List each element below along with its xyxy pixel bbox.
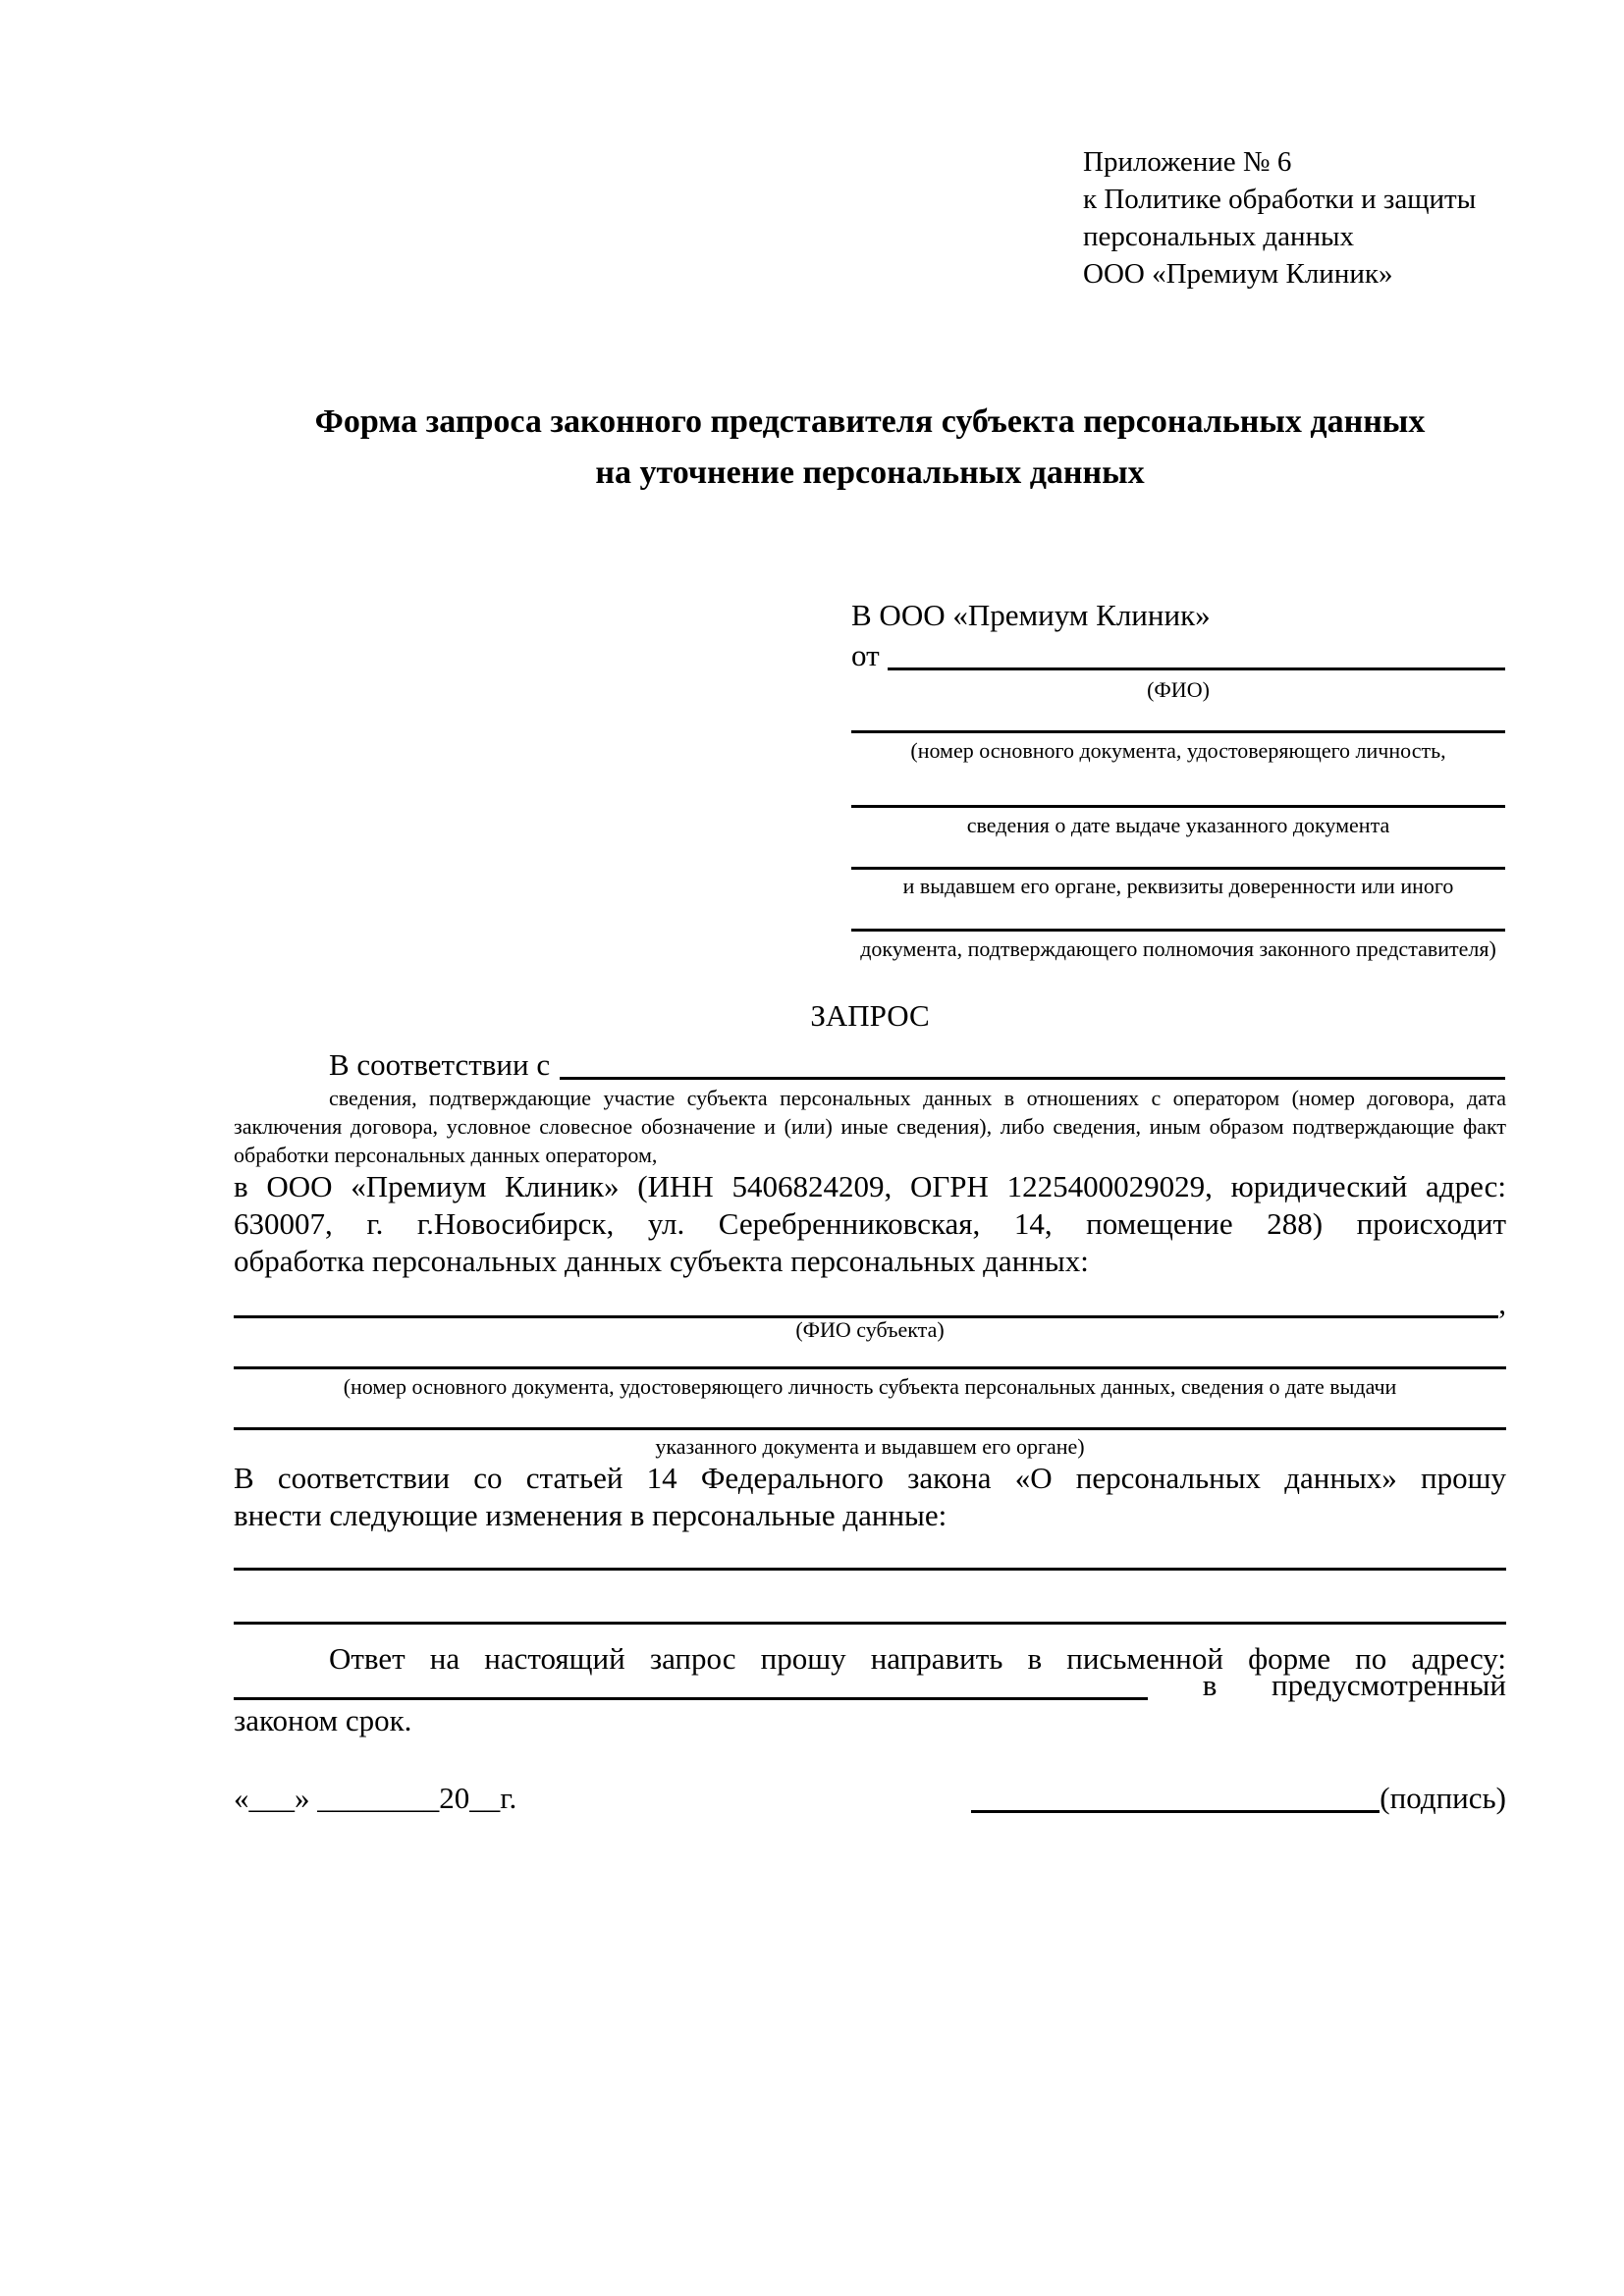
blank-field-line bbox=[851, 929, 1505, 932]
blank-field-line bbox=[234, 1622, 1506, 1625]
signature-blank-line bbox=[971, 1779, 1380, 1813]
appendix-note-line: персональных данных bbox=[1083, 221, 1355, 252]
appendix-note bbox=[1083, 143, 1554, 293]
basis-caption-line: обработки персональных данных оператором, bbox=[234, 1143, 658, 1167]
doc-caption-2: сведения о дате выдаче указанного документа bbox=[966, 813, 1390, 837]
page-title bbox=[234, 397, 1506, 499]
appendix-note-line: Приложение № 6 bbox=[1083, 146, 1292, 178]
date-blank: «___» ________20__г. bbox=[234, 1781, 517, 1815]
law-paragraph bbox=[234, 1460, 1506, 1534]
request-heading: ЗАПРОС bbox=[810, 998, 930, 1033]
doc-caption-3: и выдавшем его органе, реквизиты доверенности или иного bbox=[902, 874, 1454, 898]
blank-field-line bbox=[234, 1666, 1148, 1700]
blank-field-line bbox=[234, 1284, 1498, 1318]
blank-field-line bbox=[234, 1366, 1506, 1369]
operator-paragraph bbox=[234, 1168, 1506, 1280]
basis-caption-line: сведения, подтверждающие участие субъекта персональных данных в отношениях с оператором (номер договора, дата bbox=[329, 1086, 1506, 1110]
addressee-from-row bbox=[851, 636, 1505, 675]
addressee-to: В ООО «Премиум Клиник» bbox=[851, 598, 1211, 632]
doc-caption-1: (номер основного документа, удостоверяющего личность, bbox=[910, 738, 1446, 763]
basis-row bbox=[329, 1045, 1505, 1085]
page-title-line2: на уточнение персональных данных bbox=[595, 454, 1145, 491]
answer-word-predusmotrennyj: предусмотренный bbox=[1272, 1668, 1506, 1702]
basis-caption bbox=[234, 1084, 1506, 1169]
answer-word-v: в bbox=[1202, 1668, 1218, 1702]
answer-address-row bbox=[234, 1666, 1506, 1705]
blank-field-line bbox=[234, 1427, 1506, 1430]
basis-caption-line: заключения договора, условное словесное обозначение и (или) иные сведения), либо сведения, иным образом подтверждающие факт bbox=[234, 1114, 1506, 1139]
answer-tail: законом срок. bbox=[234, 1703, 412, 1737]
operator-paragraph-line: 630007, г. г.Новосибирск, ул. Серебренниковская, 14, помещение 288) происходит bbox=[234, 1206, 1506, 1241]
blank-field-line bbox=[560, 1045, 1505, 1080]
operator-paragraph-line: обработка персональных данных субъекта персональных данных: bbox=[234, 1244, 1089, 1278]
from-label: от bbox=[851, 638, 880, 672]
appendix-note-line: ООО «Премиум Клиник» bbox=[1083, 258, 1393, 290]
blank-field-line bbox=[888, 636, 1505, 670]
basis-prefix: В соответствии с bbox=[329, 1047, 551, 1082]
blank-field-line bbox=[234, 1568, 1506, 1571]
page-title-line1: Форма запроса законного представителя субъекта персональных данных bbox=[314, 403, 1426, 440]
law-paragraph-line: В соответствии со статьей 14 Федерального закона «О персональных данных» прошу bbox=[234, 1461, 1506, 1495]
signature-caption: (подпись) bbox=[1380, 1781, 1506, 1815]
doc-caption-4: документа, подтверждающего полномочия законного представителя) bbox=[860, 936, 1496, 961]
blank-field-line bbox=[851, 805, 1505, 808]
blank-field-line bbox=[851, 730, 1505, 733]
answer-paragraph-line1: Ответ на настоящий запрос прошу направить в письменной форме по адресу: bbox=[329, 1641, 1506, 1676]
subject-doc-caption-1: (номер основного документа, удостоверяющего личность субъекта персональных данных, сведения о дате выдачи bbox=[343, 1374, 1397, 1399]
date-signature-row bbox=[234, 1779, 1506, 1818]
operator-paragraph-line: в ООО «Премиум Клиник» (ИНН 5406824209, ОГРН 1225400029029, юридический адрес: bbox=[234, 1169, 1506, 1203]
subject-doc-caption-2: указанного документа и выдавшем его органе) bbox=[655, 1434, 1085, 1459]
fio-caption: (ФИО) bbox=[1147, 677, 1210, 702]
appendix-note-line: к Политике обработки и защиты bbox=[1083, 184, 1477, 215]
blank-field-line bbox=[851, 867, 1505, 870]
subject-fio-caption: (ФИО субъекта) bbox=[795, 1317, 945, 1342]
signature-group bbox=[971, 1779, 1506, 1818]
subject-comma: , bbox=[1498, 1286, 1506, 1320]
law-paragraph-line: внести следующие изменения в персональные данные: bbox=[234, 1498, 947, 1532]
